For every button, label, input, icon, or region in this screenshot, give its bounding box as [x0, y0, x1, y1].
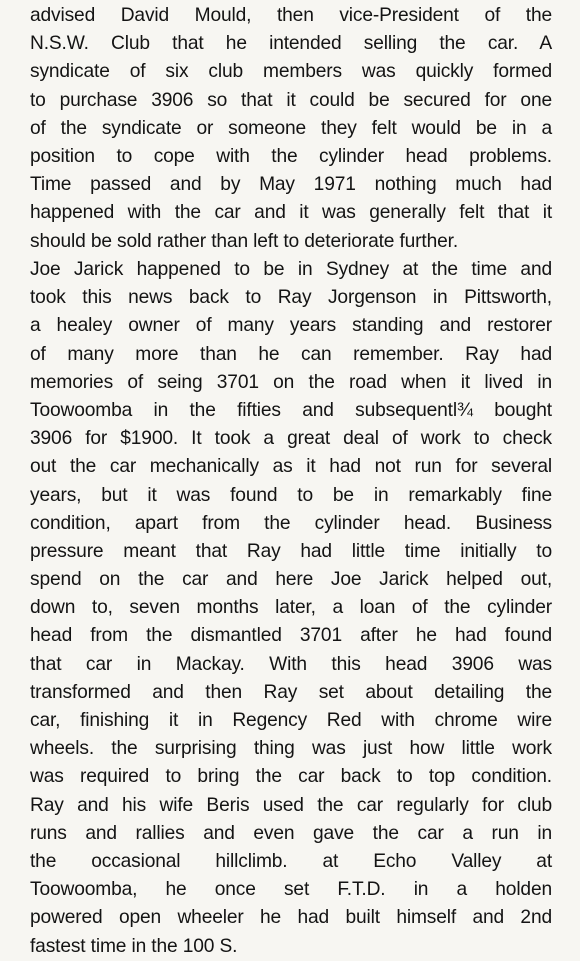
text-line: of the syndicate or someone they felt would be in a [30, 117, 552, 139]
text-line: to purchase 3906 so that it could be secured for one [30, 89, 552, 111]
text-line: car, finishing it in Regency Red with chrome wire [30, 710, 552, 731]
text-line: spend on the car and here Joe Jarick helped out, [30, 569, 552, 591]
text-line: years, but it was found to be in remarkably fine [30, 484, 552, 506]
text-line: Toowoomba, he once set F.T.D. in a holden [30, 879, 552, 901]
text-line: runs and rallies and even gave the car a run in [30, 822, 552, 844]
text-line: N.S.W. Club that he intended selling the car. A [30, 33, 552, 55]
text-line: Time passed and by May 1971 nothing much had [30, 174, 552, 196]
text-line: Joe Jarick happened to be in Sydney at the time and [30, 259, 552, 280]
text-line: took this news back to Ray Jorgenson in Pittsworth, [30, 287, 552, 309]
text-line: happened with the car and it was generally felt that it [30, 202, 552, 224]
text-line: head from the dismantled 3701 after he had found [30, 625, 552, 647]
text-line: a healey owner of many years standing and restorer [30, 315, 552, 337]
text-line: transformed and then Ray set about detailing the [30, 681, 552, 703]
text-line: was required to bring the car back to top condition. [30, 766, 552, 788]
text-line: out the car mechanically as it had not run for several [30, 456, 552, 478]
text-line: powered open wheeler he had built himself and 2nd [30, 907, 552, 929]
text-line: of many more than he can remember. Ray had [30, 343, 552, 365]
text-line: the occasional hillclimb. at Echo Valley at [30, 850, 552, 872]
text-line: Ray and his wife Beris used the car regularly for club [30, 794, 552, 816]
text-line: fastest time in the 100 S. [30, 935, 238, 957]
text-line: Toowoomba in the fifties and subsequentl¾ bought [30, 399, 552, 421]
text-line: condition, apart from the cylinder head. Business [30, 512, 552, 534]
paragraph-2 [30, 256, 552, 961]
text-line: wheels. the surprising thing was just how little work [30, 738, 552, 760]
text-line: memories of seing 3701 on the road when it lived in [30, 371, 552, 393]
paragraph-1 [30, 2, 552, 256]
text-line: down to, seven months later, a loan of the cylinder [30, 597, 552, 619]
text-line: position to cope with the cylinder head problems. [30, 145, 552, 167]
text-line: pressure meant that Ray had little time initially to [30, 540, 552, 562]
text-line: advised David Mould, then vice-President of the [30, 5, 552, 26]
text-line: should be sold rather than left to deteriorate further. [30, 230, 459, 252]
text-line: 3906 for $1900. It took a great deal of work to check [30, 428, 552, 450]
text-line: that car in Mackay. With this head 3906 was [30, 653, 552, 675]
text-line: syndicate of six club members was quickly formed [30, 61, 552, 83]
